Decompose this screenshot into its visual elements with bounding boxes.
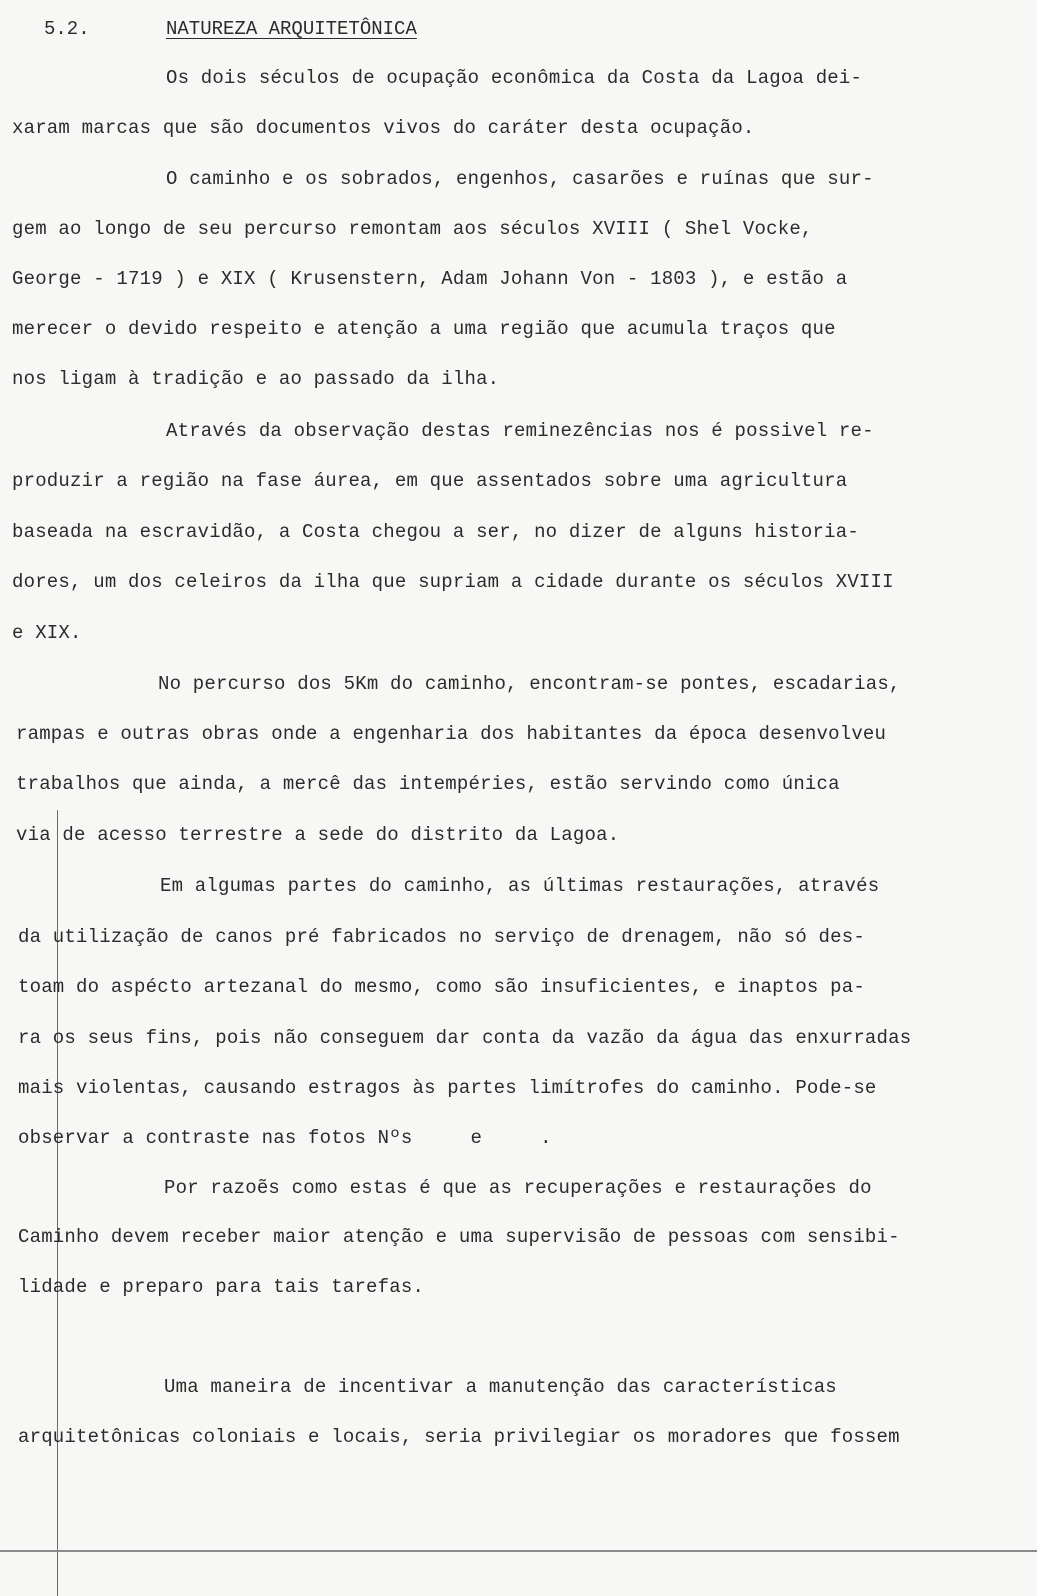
text-line: toam do aspécto artezanal do mesmo, como são insuficientes, e inaptos pa- [18,976,865,998]
page-bottom-rule [0,1550,1037,1552]
text-line: baseada na escravidão, a Costa chegou a ser, no dizer de alguns historia- [12,521,859,543]
text-line: da utilização de canos pré fabricados no serviço de drenagem, não só des- [18,926,865,948]
text-line: mais violentas, causando estragos às partes limítrofes do caminho. Pode-se [18,1077,877,1099]
text-line: O caminho e os sobrados, engenhos, casarões e ruínas que sur- [166,168,874,190]
text-line: observar a contraste nas fotos Nºs e . [18,1127,552,1149]
text-line: via de acesso terrestre a sede do distrito da Lagoa. [16,824,620,846]
text-line: nos ligam à tradição e ao passado da ilha. [12,368,500,390]
text-line: Caminho devem receber maior atenção e uma supervisão de pessoas com sensibi- [18,1226,900,1248]
text-line: Através da observação destas reminezências nos é possivel re- [166,420,874,442]
text-line: rampas e outras obras onde a engenharia dos habitantes da época desenvolveu [16,723,887,745]
text-line: Por razoẽs como estas é que as recuperações e restaurações do [164,1177,872,1199]
text-line: ra os seus fins, pois não conseguem dar conta da vazão da água das enxurradas [18,1027,912,1049]
text-line: lidade e preparo para tais tarefas. [18,1276,425,1298]
text-line: trabalhos que ainda, a mercê das intempéries, estão servindo como única [16,773,840,795]
section-number: 5.2. [44,18,90,40]
text-line: merecer o devido respeito e atenção a uma região que acumula traços que [12,318,836,340]
section-heading [44,18,417,106]
text-line: No percurso dos 5Km do caminho, encontram-se pontes, escadarias, [158,673,901,695]
section-title: NATUREZA ARQUITETÔNICA [166,18,417,40]
text-line: xaram marcas que são documentos vivos do caráter desta ocupação. [12,117,755,139]
text-line: produzir a região na fase áurea, em que assentados sobre uma agricultura [12,470,848,492]
text-line: Os dois séculos de ocupação econômica da Costa da Lagoa dei- [166,67,863,89]
text-line: Uma maneira de incentivar a manutenção das características [164,1376,837,1398]
text-line: dores, um dos celeiros da ilha que supriam a cidade durante os séculos XVIII [12,571,894,593]
text-line: arquitetônicas coloniais e locais, seria privilegiar os moradores que fossem [18,1426,900,1448]
text-line: George - 1719 ) e XIX ( Krusenstern, Adam Johann Von - 1803 ), e estão a [12,268,848,290]
text-line: Em algumas partes do caminho, as últimas restaurações, através [160,875,880,897]
text-line: gem ao longo de seu percurso remontam aos séculos XVIII ( Shel Vocke, [12,218,813,240]
text-line: e XIX. [12,622,82,644]
